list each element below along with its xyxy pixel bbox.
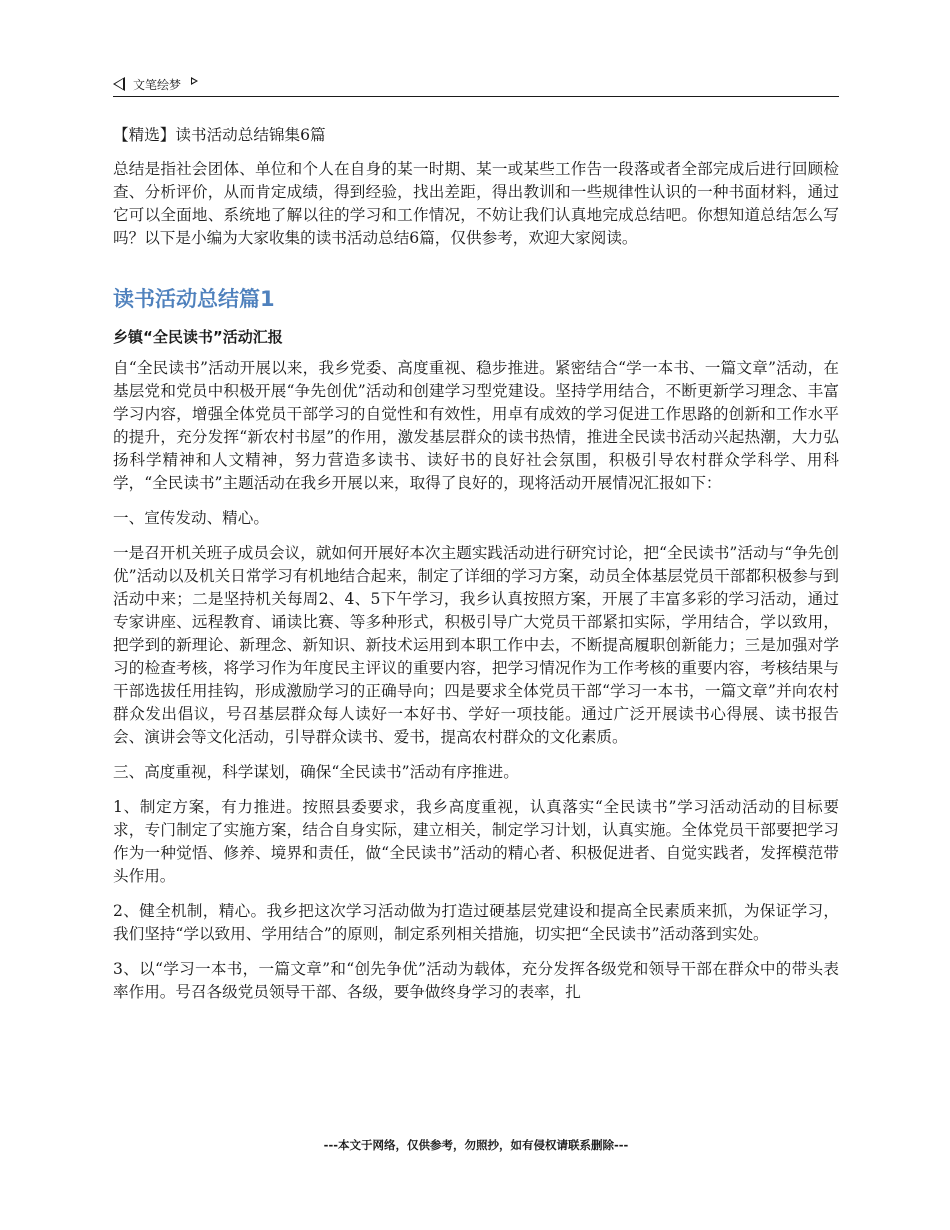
body-paragraph: 1、制定方案，有力推进。按照县委要求，我乡高度重视，认真落实“全民读书”学习活动活动的目标要求，专门制定了实施方案，结合自身实际，建立相关，制定学习计划，认真实施。全体党员干部要把学习作为一种觉悟、修养、境界和责任，做“全民读书”活动的精心者、积极促进者、自觉实践者，发挥模范带头作用。 [113,798,839,885]
page-header [113,72,839,97]
body-paragraph: 自“全民读书”活动开展以来，我乡党委、高度重视、稳步推进。紧密结合“学一本书、一篇文章”活动，在基层党和党员中积极开展“争先创优”活动和创建学习型党建设。坚持学用结合，不断更新学习理念、丰富学习内容，增强全体党员干部学习的自觉性和有效性，用卓有成效的学习促进工作思路的创新和工作水平的提升，充分发挥“新农村书屋”的作用，激发基层群众的读书热情，推进全民读书活动兴起热潮，大力弘扬科学精神和人文精神，努力营造多读书、读好书的良好社会氛围，积极引导农村群众学科学、用科学，“全民读书”主题活动在我乡开展以来，取得了良好的，现将活动开展情况汇报如下： [113,359,839,492]
left-triangle-icon [113,77,125,91]
intro-paragraph: 总结是指社会团体、单位和个人在自身的某一时期、某一或某些工作告一段落或者全部完成后进行回顾检查、分析评价，从而肯定成绩，得到经验，找出差距，得出教训和一些规律性认识的一种书面材料，通过它可以全面地、系统地了解以往的学习和工作情况，不妨让我们认真地完成总结吧。你想知道总结怎么写吗？以下是小编为大家收集的读书活动总结6篇，仅供参考，欢迎大家阅读。 [113,160,839,247]
document-body [113,124,839,1016]
header-brand: 文笔绘梦 [133,77,182,92]
right-triangle-icon [191,77,198,85]
body-paragraph: 2、健全机制，精心。我乡把这次学习活动做为打造过硬基层党建设和提高全民素质来抓，为保证学习，我们坚持“学以致用、学用结合”的原则，制定系列相关措施，切实把“全民读书”活动落到实处。 [113,902,839,943]
document-title: 【精选】读书活动总结锦集6篇 [113,126,326,144]
body-paragraph: 三、高度重视，科学谋划，确保“全民读书”活动有序推进。 [113,763,519,781]
sub-heading: 乡镇“全民读书”活动汇报 [113,328,283,346]
body-paragraph: 3、以“学习一本书，一篇文章”和“创先争优”活动为载体，充分发挥各级党和领导干部在群众中的带头表率作用。号召各级党员领导干部、各级，要争做终身学习的表率，扎 [113,960,839,1001]
document-page [113,0,839,1230]
page-footer: ---本文于网络，仅供参考，勿照抄，如有侵权请联系删除--- [323,1138,629,1152]
body-paragraph: 一是召开机关班子成员会议，就如何开展好本次主题实践活动进行研究讨论，把“全民读书”活动与“争先创优”活动以及机关日常学习有机地结合起来，制定了详细的学习方案，动员全体基层党员干部都积极参与到活动中来；二是坚持机关每周2、4、5下午学习，我乡认真按照方案，开展了丰富多彩的学习活动，通过专家讲座、远程教育、诵读比赛、等多种形式，积极引导广大党员干部紧扣实际，学用结合，学以致用，把学到的新理论、新理念、新知识、新技术运用到本职工作中去，不断提高履职创新能力；三是加强对学习的检查考核，将学习作为年度民主评议的重要内容，把学习情况作为工作考核的重要内容，考核结果与干部选拔任用挂钩，形成激励学习的正确导向；四是要求全体党员干部“学习一本书，一篇文章”并向农村群众发出倡议，号召基层群众每人读好一本好书、学好一项技能。通过广泛开展读书心得展、读书报告会、演讲会等文化活动，引导群众读书、爱书，提高农村群众的文化素质。 [113,544,839,746]
section-heading: 读书活动总结篇1 [113,287,275,311]
body-paragraph: 一、宣传发动、精心。 [113,509,269,527]
